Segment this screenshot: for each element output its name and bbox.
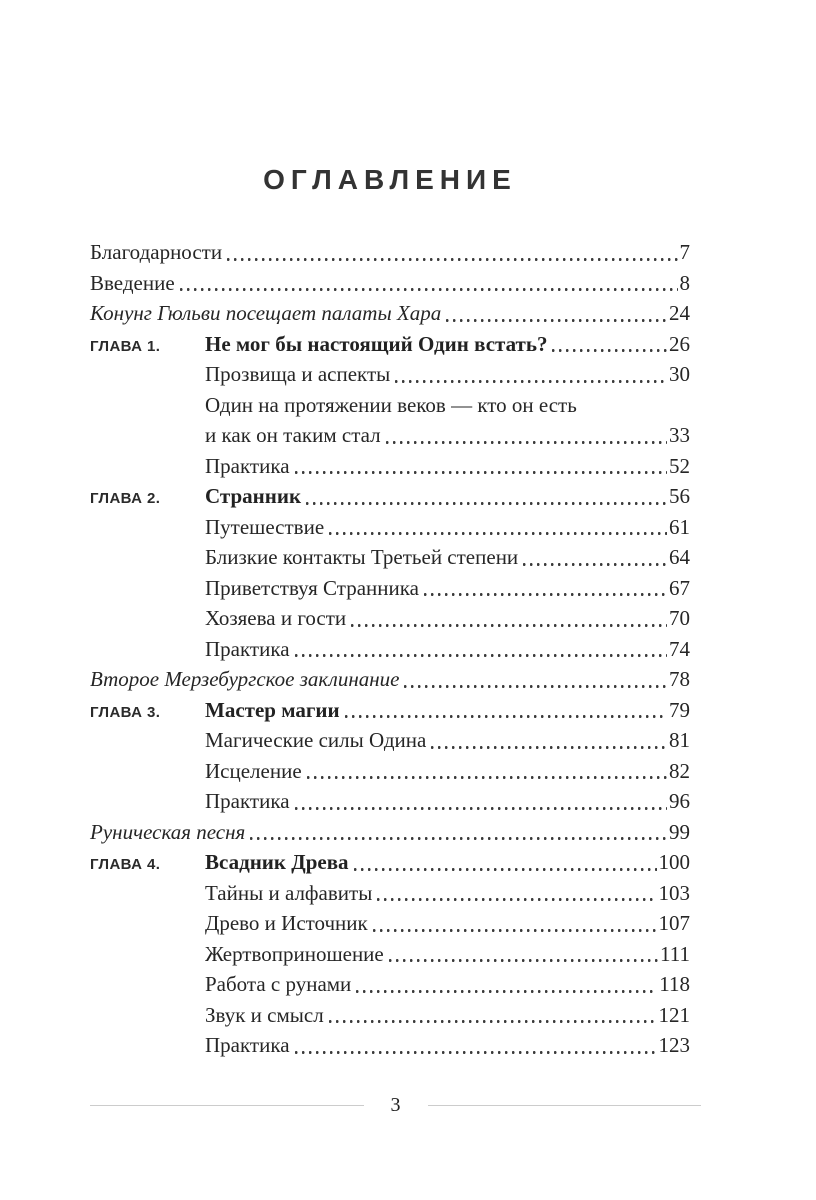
toc-entry-title: Звук и смысл	[205, 1002, 324, 1027]
toc-entry-page: 61	[669, 514, 690, 539]
dot-leader	[523, 563, 667, 566]
toc-entry	[90, 634, 690, 665]
toc-entry	[90, 939, 690, 970]
toc-entry-title: Древо и Источник	[205, 911, 368, 935]
toc-entry-title: Практика	[205, 789, 290, 813]
toc-entry	[90, 542, 690, 573]
toc-entry-title: Введение	[90, 270, 175, 295]
toc-entry	[90, 695, 690, 726]
toc-entry	[90, 847, 690, 878]
toc-entry	[90, 1030, 690, 1061]
dot-leader	[386, 441, 667, 444]
dot-leader	[329, 1020, 657, 1023]
toc-entry	[90, 359, 690, 390]
dot-leader	[431, 746, 667, 749]
toc-entry-title: Мастер магии	[205, 697, 340, 722]
toc-entry-page: 8	[679, 270, 690, 295]
dot-leader	[373, 929, 657, 932]
toc-entry-title: Всадник Древа	[205, 850, 349, 874]
page-footer	[90, 1091, 701, 1119]
dot-leader	[227, 258, 677, 261]
toc-entry	[90, 786, 690, 817]
dot-leader	[389, 959, 658, 962]
toc-entry-page: 33	[669, 423, 690, 447]
toc-entry-page: 103	[658, 880, 690, 905]
dot-leader	[295, 807, 667, 810]
toc-entry-page: 82	[669, 758, 690, 783]
toc-entry-page: 100	[658, 850, 690, 874]
toc-entry	[90, 451, 690, 482]
toc-entry-page: 56	[669, 484, 690, 508]
toc-entry	[90, 390, 690, 421]
dot-leader	[180, 288, 678, 291]
toc-entry-title: Благодарности	[90, 240, 223, 264]
toc-entry-page: 52	[669, 453, 690, 478]
toc-entry-page: 70	[669, 606, 690, 630]
toc-entry	[90, 420, 690, 451]
chapter-label: ГЛАВА 2.	[90, 490, 161, 507]
dot-leader	[295, 471, 667, 474]
page-title: ОГЛАВЛЕНИЕ	[263, 164, 517, 195]
dot-leader	[404, 685, 667, 688]
dot-leader	[395, 380, 667, 383]
toc-entry	[90, 573, 690, 604]
toc-entry-page: 64	[669, 545, 690, 569]
toc-entry-page: 96	[669, 789, 690, 813]
toc-entry-page: 7	[679, 240, 690, 264]
footer-rule-left	[90, 1105, 364, 1106]
toc-entry-title: Магические силы Одина	[205, 728, 427, 752]
toc-entry	[90, 512, 690, 543]
toc-entry-title: Исцеление	[205, 758, 302, 783]
toc-entry-page: 26	[669, 331, 690, 356]
toc-entry-title: и как он таким стал	[205, 423, 381, 447]
footer-page-number: 3	[390, 1094, 401, 1116]
toc-entry-title: Путешествие	[205, 514, 325, 539]
toc-entry-page: 78	[669, 667, 690, 691]
toc-entry	[90, 725, 690, 756]
chapter-label: ГЛАВА 3.	[90, 703, 161, 721]
toc-entry-title: Один на протяжении веков — кто он есть	[205, 392, 577, 417]
toc-entry-page: 118	[659, 972, 690, 996]
toc-entry-title: Второе Мерзебургское заклинание	[90, 667, 400, 691]
toc-entry-page: 24	[669, 301, 690, 325]
toc-entry	[90, 329, 690, 360]
toc-entry-page: 107	[658, 911, 690, 935]
toc-entry	[90, 268, 690, 299]
toc-entry-page: 30	[669, 362, 690, 386]
toc-entry-page: 111	[660, 941, 690, 966]
toc-entry-title: Не мог бы настоящий Один встать?	[205, 331, 548, 356]
dot-leader	[250, 837, 667, 840]
dot-leader	[424, 593, 667, 596]
dot-leader	[329, 532, 667, 535]
dot-leader	[552, 349, 667, 352]
toc-entry-page: 81	[669, 728, 690, 752]
toc-entry	[90, 664, 690, 695]
toc-entry	[90, 817, 690, 848]
toc-entry-title: Близкие контакты Третьей степени	[205, 545, 519, 569]
toc-entry	[90, 237, 690, 268]
toc-entry	[90, 878, 690, 909]
toc-entry-title: Странник	[205, 484, 302, 508]
toc-entry-title: Жертвоприношение	[205, 941, 384, 966]
toc-entry-title: Приветствуя Странника	[205, 575, 419, 600]
toc-entry-title: Практика	[205, 636, 290, 661]
toc-list	[90, 237, 690, 1061]
toc-entry-title: Тайны и алфавиты	[205, 880, 373, 905]
toc-entry	[90, 908, 690, 939]
toc-entry-page: 123	[658, 1033, 690, 1057]
dot-leader	[295, 654, 667, 657]
toc-entry-title: Прозвища и аспекты	[205, 362, 391, 386]
toc-entry	[90, 969, 690, 1000]
toc-entry-page: 121	[658, 1002, 690, 1027]
dot-leader	[356, 990, 657, 993]
dot-leader	[295, 1051, 657, 1054]
toc-entry-title: Практика	[205, 453, 290, 478]
toc-entry-title: Работа с рунами	[205, 972, 352, 996]
toc-entry	[90, 603, 690, 634]
chapter-label: ГЛАВА 4.	[90, 856, 161, 873]
chapter-label: ГЛАВА 1.	[90, 337, 161, 355]
toc-entry-title: Конунг Гюльви посещает палаты Хара	[90, 301, 442, 325]
toc-entry-page: 99	[669, 819, 690, 844]
toc-entry-page: 67	[669, 575, 690, 600]
toc-entry-title: Практика	[205, 1033, 290, 1057]
footer-rule-right	[428, 1105, 702, 1106]
dot-leader	[307, 776, 667, 779]
toc-entry-page: 79	[669, 697, 690, 722]
toc-entry	[90, 756, 690, 787]
toc-entry-title: Хозяева и гости	[205, 606, 347, 630]
dot-leader	[351, 624, 667, 627]
dot-leader	[306, 502, 667, 505]
toc-entry-title: Руническая песня	[90, 819, 246, 844]
dot-leader	[345, 715, 667, 718]
toc-entry	[90, 481, 690, 512]
dot-leader	[377, 898, 656, 901]
dot-leader	[354, 868, 657, 871]
toc-entry-page: 74	[669, 636, 690, 661]
toc-entry	[90, 298, 690, 329]
dot-leader	[446, 319, 667, 322]
toc-entry	[90, 1000, 690, 1031]
